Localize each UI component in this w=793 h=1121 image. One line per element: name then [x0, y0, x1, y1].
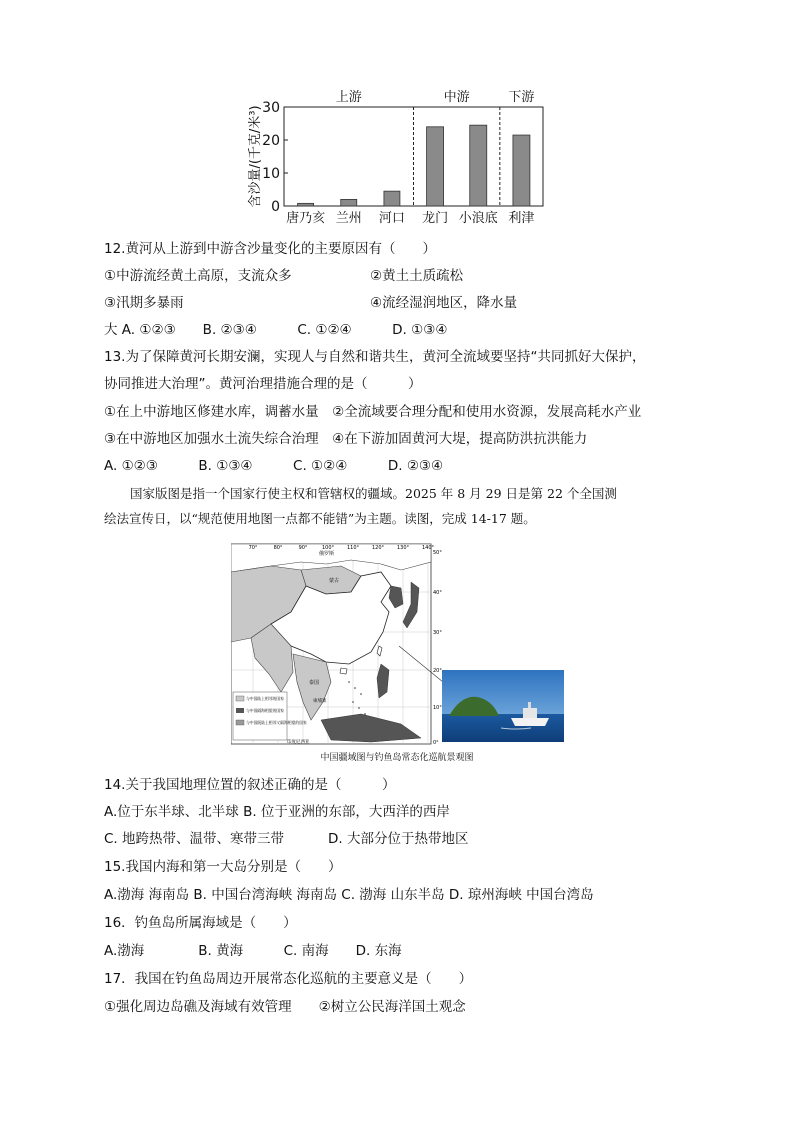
label-indonesia: 印度尼西亚 — [287, 740, 310, 745]
y-tick-label-1: 10 — [262, 166, 280, 182]
q16-stem: 16．钓鱼岛所属海域是（ ） — [104, 915, 297, 931]
q14-option-d: D. 大部分位于热带地区 — [328, 831, 469, 847]
longitude-label-1: 80° — [273, 545, 283, 551]
legend-swatch-land — [236, 696, 244, 701]
q12-option-3: ③汛期多暴雨 — [104, 295, 184, 311]
patrol-ship-cabin — [523, 708, 537, 718]
q14-options-ab: A.位于东半球、北半球 B. 位于亚洲的东部，大西洋的西岸 — [104, 804, 450, 820]
bar-3 — [427, 127, 444, 206]
latitude-label-2: 30° — [433, 630, 442, 636]
longitude-label-6: 130° — [396, 545, 410, 551]
longitude-label-0: 70° — [248, 545, 258, 551]
section-label-2: 下游 — [508, 90, 535, 105]
x-tick-label-4: 小浪底 — [458, 211, 498, 226]
latitude-label-4: 10° — [433, 705, 442, 711]
q13-options-row1: ①在上中游地区修建水库，调蓄水量 ②全流域要合理分配和使用水资源，发展高耗水产业 — [104, 404, 642, 420]
legend-label-sea: 与中国隔海相望的国家 — [246, 708, 284, 713]
bar-2 — [384, 191, 400, 206]
q12-option-1: ①中游流经黄土高原，支流众多 — [104, 268, 292, 284]
q12-option-4: ④流经湿润地区，降水量 — [370, 295, 518, 311]
bar-1 — [341, 199, 357, 206]
section-label-0: 上游 — [335, 90, 362, 105]
legend-label-land: 与中国陆上相邻的国家 — [246, 696, 284, 701]
q17-options-row1: ①强化周边岛礁及海域有效管理 ②树立公民海洋国土观念 — [104, 999, 466, 1015]
q12-answer-choices: 大 A. ①②③ B. ②③④ C. ①②④ D. ①③④ — [104, 322, 448, 338]
hainan-island — [340, 668, 347, 674]
map-caption: 中国疆域图与钓鱼岛常态化巡航景观图 — [320, 753, 474, 763]
q13-stem-line2: 协同推进大治理”。黄河治理措施合理的是（ ） — [104, 376, 422, 392]
plot-frame — [284, 107, 543, 206]
sediment-bar-chart — [240, 86, 560, 228]
label-russia: 俄罗斯 — [319, 551, 335, 557]
chart-axes — [284, 107, 543, 206]
longitude-label-4: 110° — [346, 545, 360, 551]
q14-options-cd — [104, 830, 468, 848]
label-cambodia: 柬埔寨 — [313, 699, 327, 704]
q12-option-2: ②黄土土质疏松 — [370, 268, 464, 284]
bar-5 — [513, 135, 530, 206]
legend-swatch-both — [236, 720, 244, 725]
diaoyu-patrol-photo — [442, 670, 564, 742]
x-tick-label-0: 唐乃亥 — [286, 211, 326, 226]
section-label-1: 中游 — [443, 90, 470, 105]
latitude-label-5: 0° — [433, 740, 439, 746]
intro-line2: 绘法宣传日，以“规范使用地图一点都不能错”为主题。读图，完成 14-17 题。 — [104, 511, 536, 526]
x-tick-label-2: 河口 — [378, 211, 405, 226]
label-mongolia: 蒙古 — [329, 578, 340, 584]
q15-answer-choices: A.渤海 海南岛 B. 中国台湾海峡 海南岛 C. 渤海 山东半岛 D. 琼州海峡 中国台湾岛 — [104, 887, 594, 903]
q12-options-row1 — [104, 267, 463, 285]
x-tick-label-1: 兰州 — [335, 211, 362, 226]
longitude-label-5: 120° — [371, 545, 385, 551]
longitude-label-3: 100° — [321, 545, 335, 551]
y-tick-label-3: 30 — [262, 100, 280, 116]
latitude-label-0: 50° — [433, 550, 442, 556]
x-tick-label-5: 利津 — [508, 211, 535, 226]
intro-line1: 国家版图是指一个国家行使主权和管辖权的疆域。2025 年 8 月 29 日是第 22 个全国测 — [130, 486, 617, 501]
latitude-label-1: 40° — [433, 590, 442, 596]
y-axis-label: 含沙量/(千克/米³) — [248, 105, 263, 208]
x-tick-label-3: 龙门 — [422, 211, 449, 226]
patrol-ship-hull — [511, 718, 549, 726]
longitude-label-2: 90° — [298, 545, 308, 551]
q14-stem: 14.关于我国地理位置的叙述正确的是（ ） — [104, 777, 396, 793]
y-tick-label-0: 0 — [271, 199, 280, 215]
q14-option-c: C. 地跨热带、温带、寒带三带 — [104, 831, 285, 847]
china-territory-map-figure — [231, 542, 571, 747]
longitude-label-7: 140° — [421, 545, 435, 551]
q12-options-row2 — [104, 294, 517, 312]
legend-swatch-sea — [236, 708, 244, 713]
latitude-label-3: 20° — [433, 668, 442, 674]
q16-answer-choices: A.渤海 B. 黄海 C. 南海 D. 东海 — [104, 943, 402, 959]
q13-answer-choices: A. ①②③ B. ①③④ C. ①②④ D. ②③④ — [104, 458, 444, 474]
q13-options-row2: ③在中游地区加强水土流失综合治理 ④在下游加固黄河大堤，提高防洪抗洪能力 — [104, 431, 588, 447]
bar-4 — [470, 125, 487, 206]
bar-0 — [298, 203, 314, 206]
legend-label-both: 与中国既陆上相邻又隔海相望的国家 — [246, 720, 307, 725]
y-tick-label-2: 20 — [262, 133, 280, 149]
q12-stem: 12.黄河从上游到中游含沙量变化的主要原因有（ ） — [104, 241, 436, 257]
q17-stem: 17．我国在钓鱼岛周边开展常态化巡航的主要意义是（ ） — [104, 971, 473, 987]
label-thailand: 泰国 — [309, 680, 320, 686]
q15-stem: 15.我国内海和第一大岛分别是（ ） — [104, 859, 342, 875]
q13-stem-line1: 13.为了保障黄河长期安澜，实现人与自然和谐共生，黄河全流域要坚持“共同抓好大保护， — [104, 349, 646, 365]
latitude-labels — [433, 550, 442, 746]
